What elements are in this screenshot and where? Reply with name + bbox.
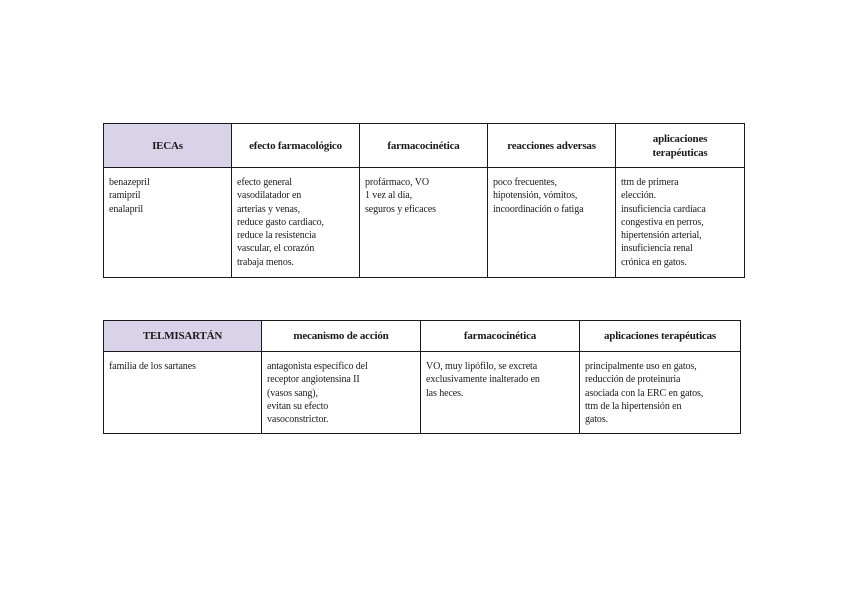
cell-farmacocinetica: VO, muy lipófilo, se excreta exclusivamente inalterado en las heces. xyxy=(421,352,580,434)
table-row xyxy=(104,352,741,434)
header-iecas: IECAs xyxy=(104,124,232,168)
header-aplicaciones-terapeuticas: aplicaciones terapéuticas xyxy=(580,321,741,352)
header-efecto-farmacologico: efecto farmacológico xyxy=(232,124,360,168)
header-farmacocinetica: farmacocinética xyxy=(360,124,488,168)
telmisartan-table xyxy=(103,320,741,434)
table-row xyxy=(104,168,745,278)
cell-reacciones-adversas: poco frecuentes, hipotensión, vómitos, incoordinación o fatiga xyxy=(488,168,616,278)
header-telmisartan: TELMISARTÁN xyxy=(104,321,262,352)
cell-aplicaciones-terapeuticas: ttm de primera elección. insuficiencia cardíaca congestiva en perros, hipertensión arterial, insuficiencia renal crónica en gatos. xyxy=(616,168,745,278)
table-header-row xyxy=(104,124,745,168)
cell-familia: familia de los sartanes xyxy=(104,352,262,434)
header-reacciones-adversas: reacciones adversas xyxy=(488,124,616,168)
cell-farmacos: benazepril ramipril enalapril xyxy=(104,168,232,278)
iecas-table xyxy=(103,123,745,278)
header-aplicaciones-terapeuticas: aplicaciones terapéuticas xyxy=(616,124,745,168)
header-farmacocinetica: farmacocinética xyxy=(421,321,580,352)
cell-aplicaciones-terapeuticas: principalmente uso en gatos, reducción de proteinuria asociada con la ERC en gatos, ttm de la hipertensión en gatos. xyxy=(580,352,741,434)
cell-mecanismo-de-accion: antagonista específico del receptor angiotensina II (vasos sang), evitan su efecto vasoconstrictor. xyxy=(262,352,421,434)
header-mecanismo-de-accion: mecanismo de acción xyxy=(262,321,421,352)
cell-farmacocinetica: profármaco, VO 1 vez al día, seguros y eficaces xyxy=(360,168,488,278)
cell-efecto-farmacologico: efecto general vasodilatador en arterias y venas, reduce gasto cardiaco, reduce la resistencia vascular, el corazón trabaja menos. xyxy=(232,168,360,278)
table-header-row xyxy=(104,321,741,352)
